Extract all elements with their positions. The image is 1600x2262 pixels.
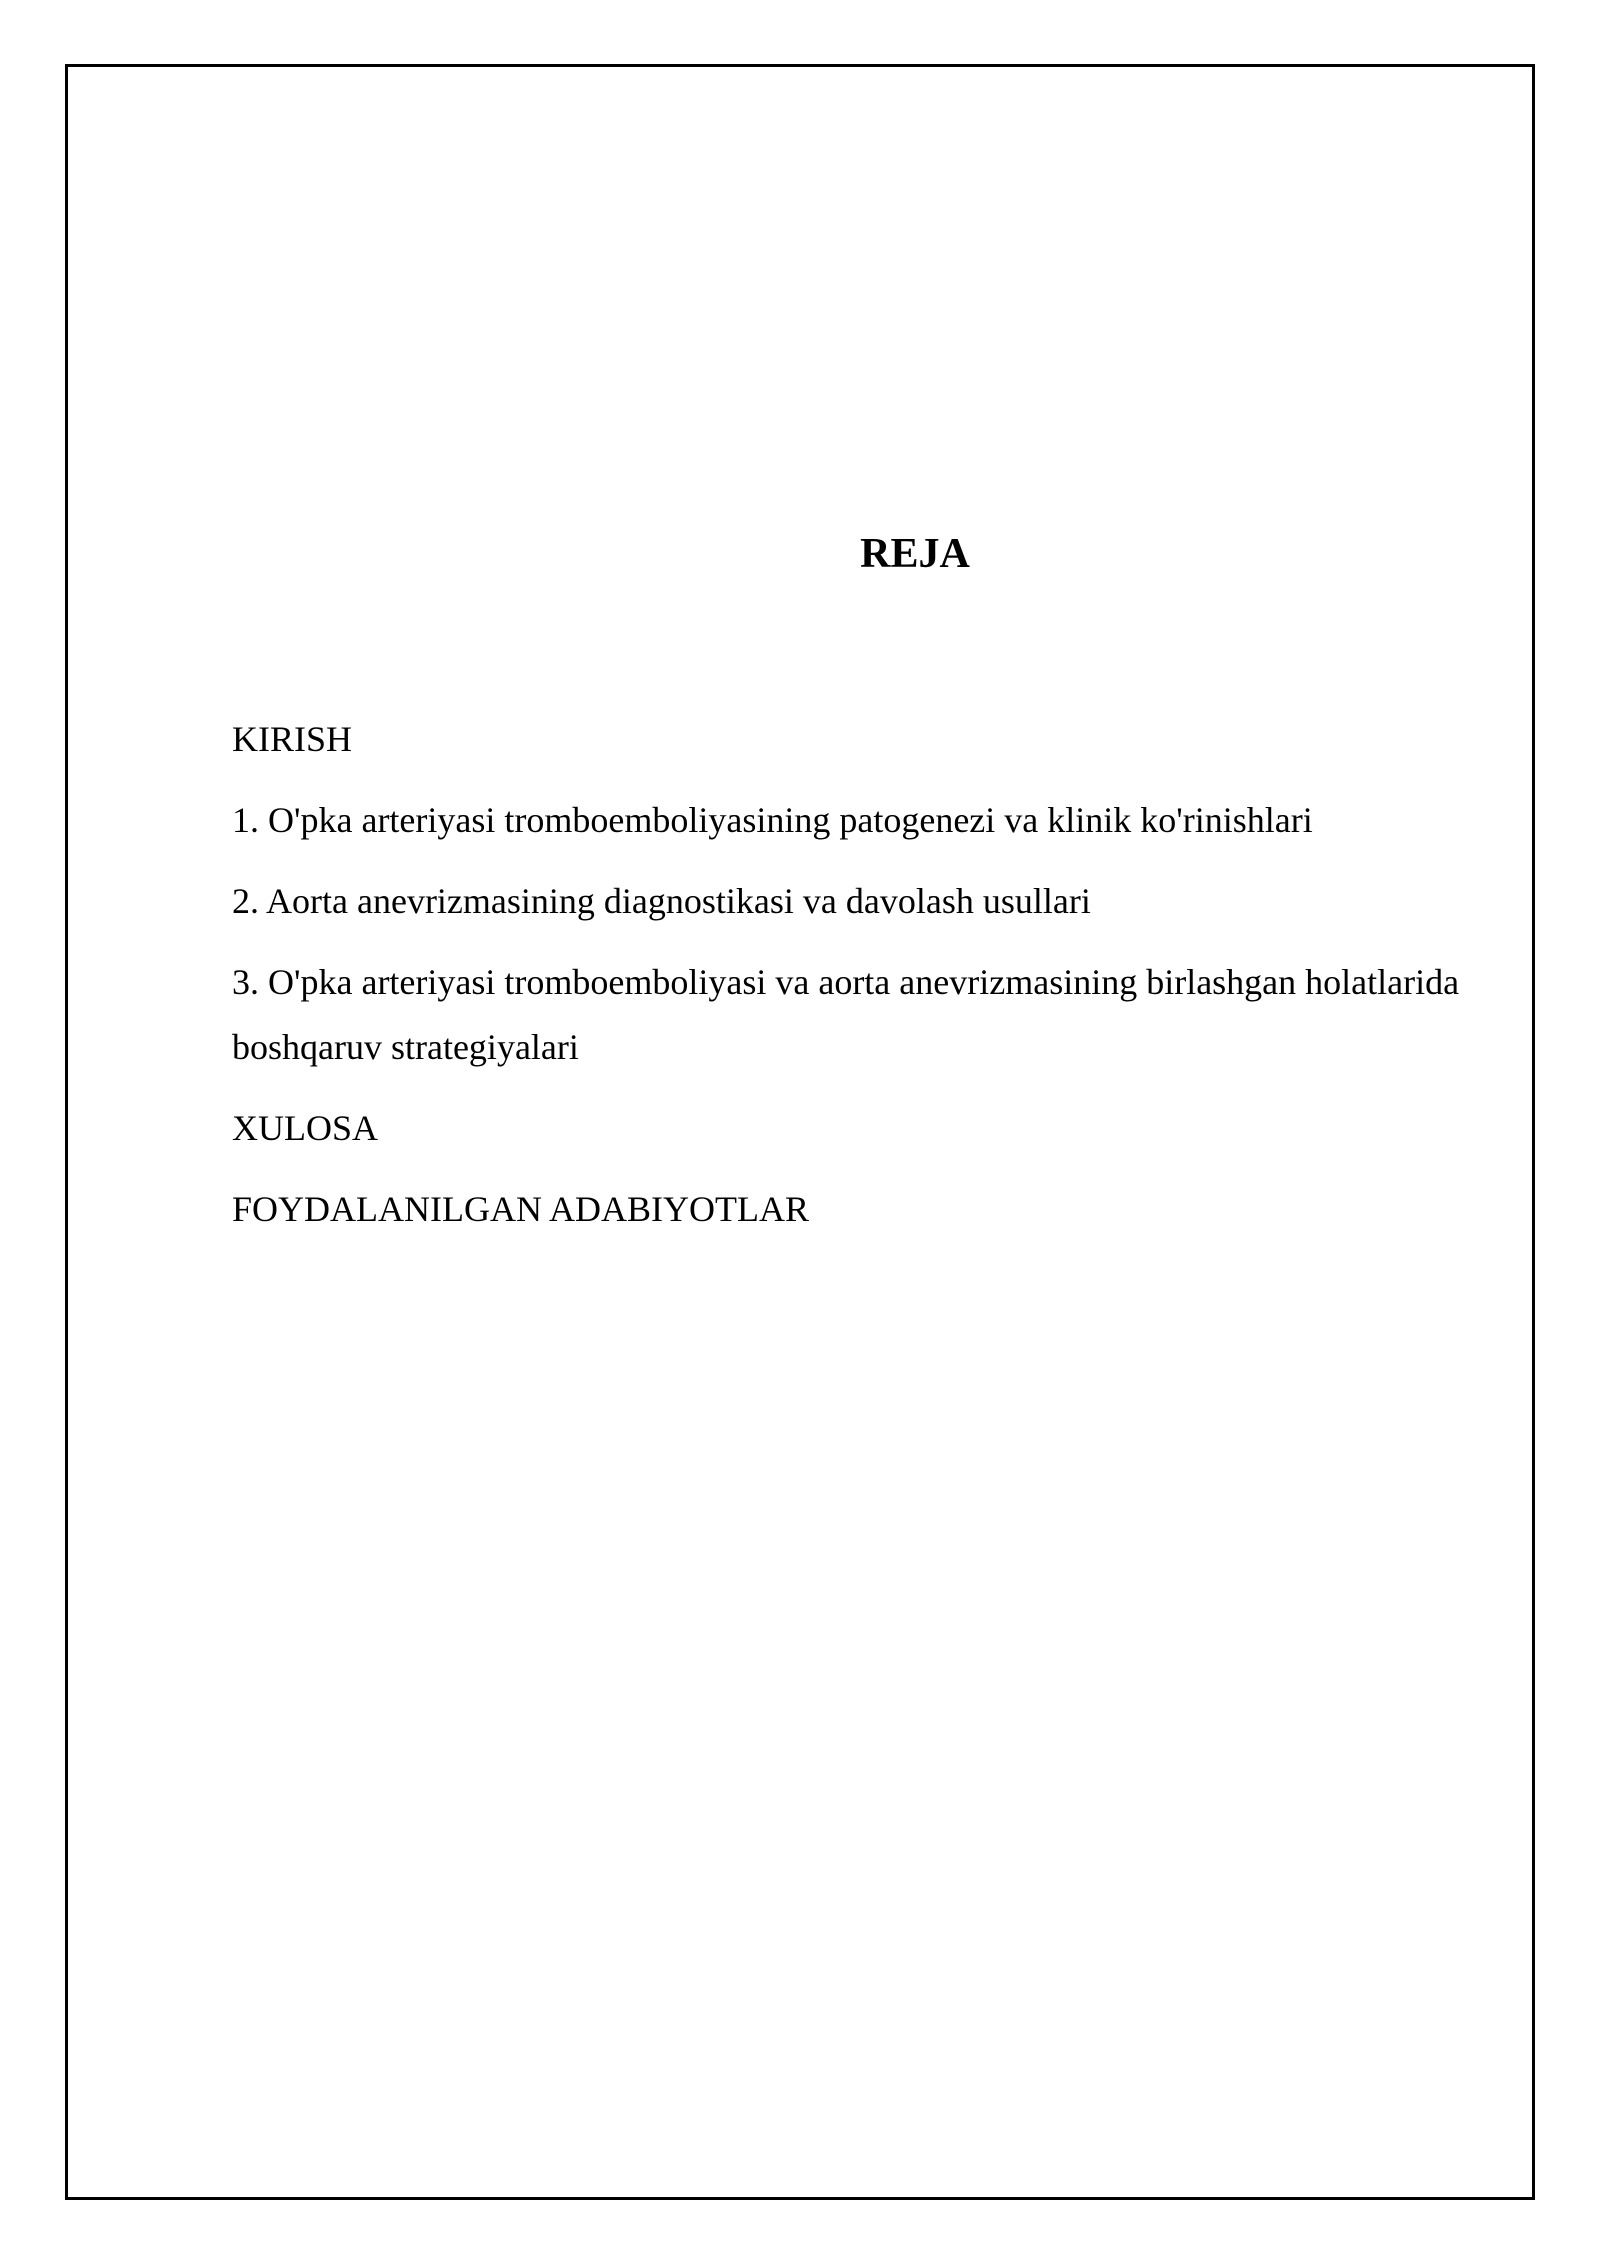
page-border	[65, 64, 1535, 2200]
toc-item-introduction: KIRISH	[232, 719, 353, 759]
table-of-contents	[232, 707, 1472, 1258]
toc-item-chapter-1: 1. O'pka arteriyasi tromboemboliyasining patogenezi va klinik ko'rinishlari	[232, 800, 1313, 840]
toc-item-conclusion: XULOSA	[232, 1108, 379, 1148]
toc-item-references: FOYDALANILGAN ADABIYOTLAR	[232, 1189, 809, 1229]
page-title: REJA	[860, 531, 970, 577]
toc-item-chapter-2: 2. Aorta anevrizmasining diagnostikasi va davolash usullari	[232, 881, 1091, 921]
toc-item-chapter-3: 3. O'pka arteriyasi tromboemboliyasi va aorta anevrizmasining birlashgan holatlarida boshqaruv strategiyalari	[232, 962, 1460, 1067]
